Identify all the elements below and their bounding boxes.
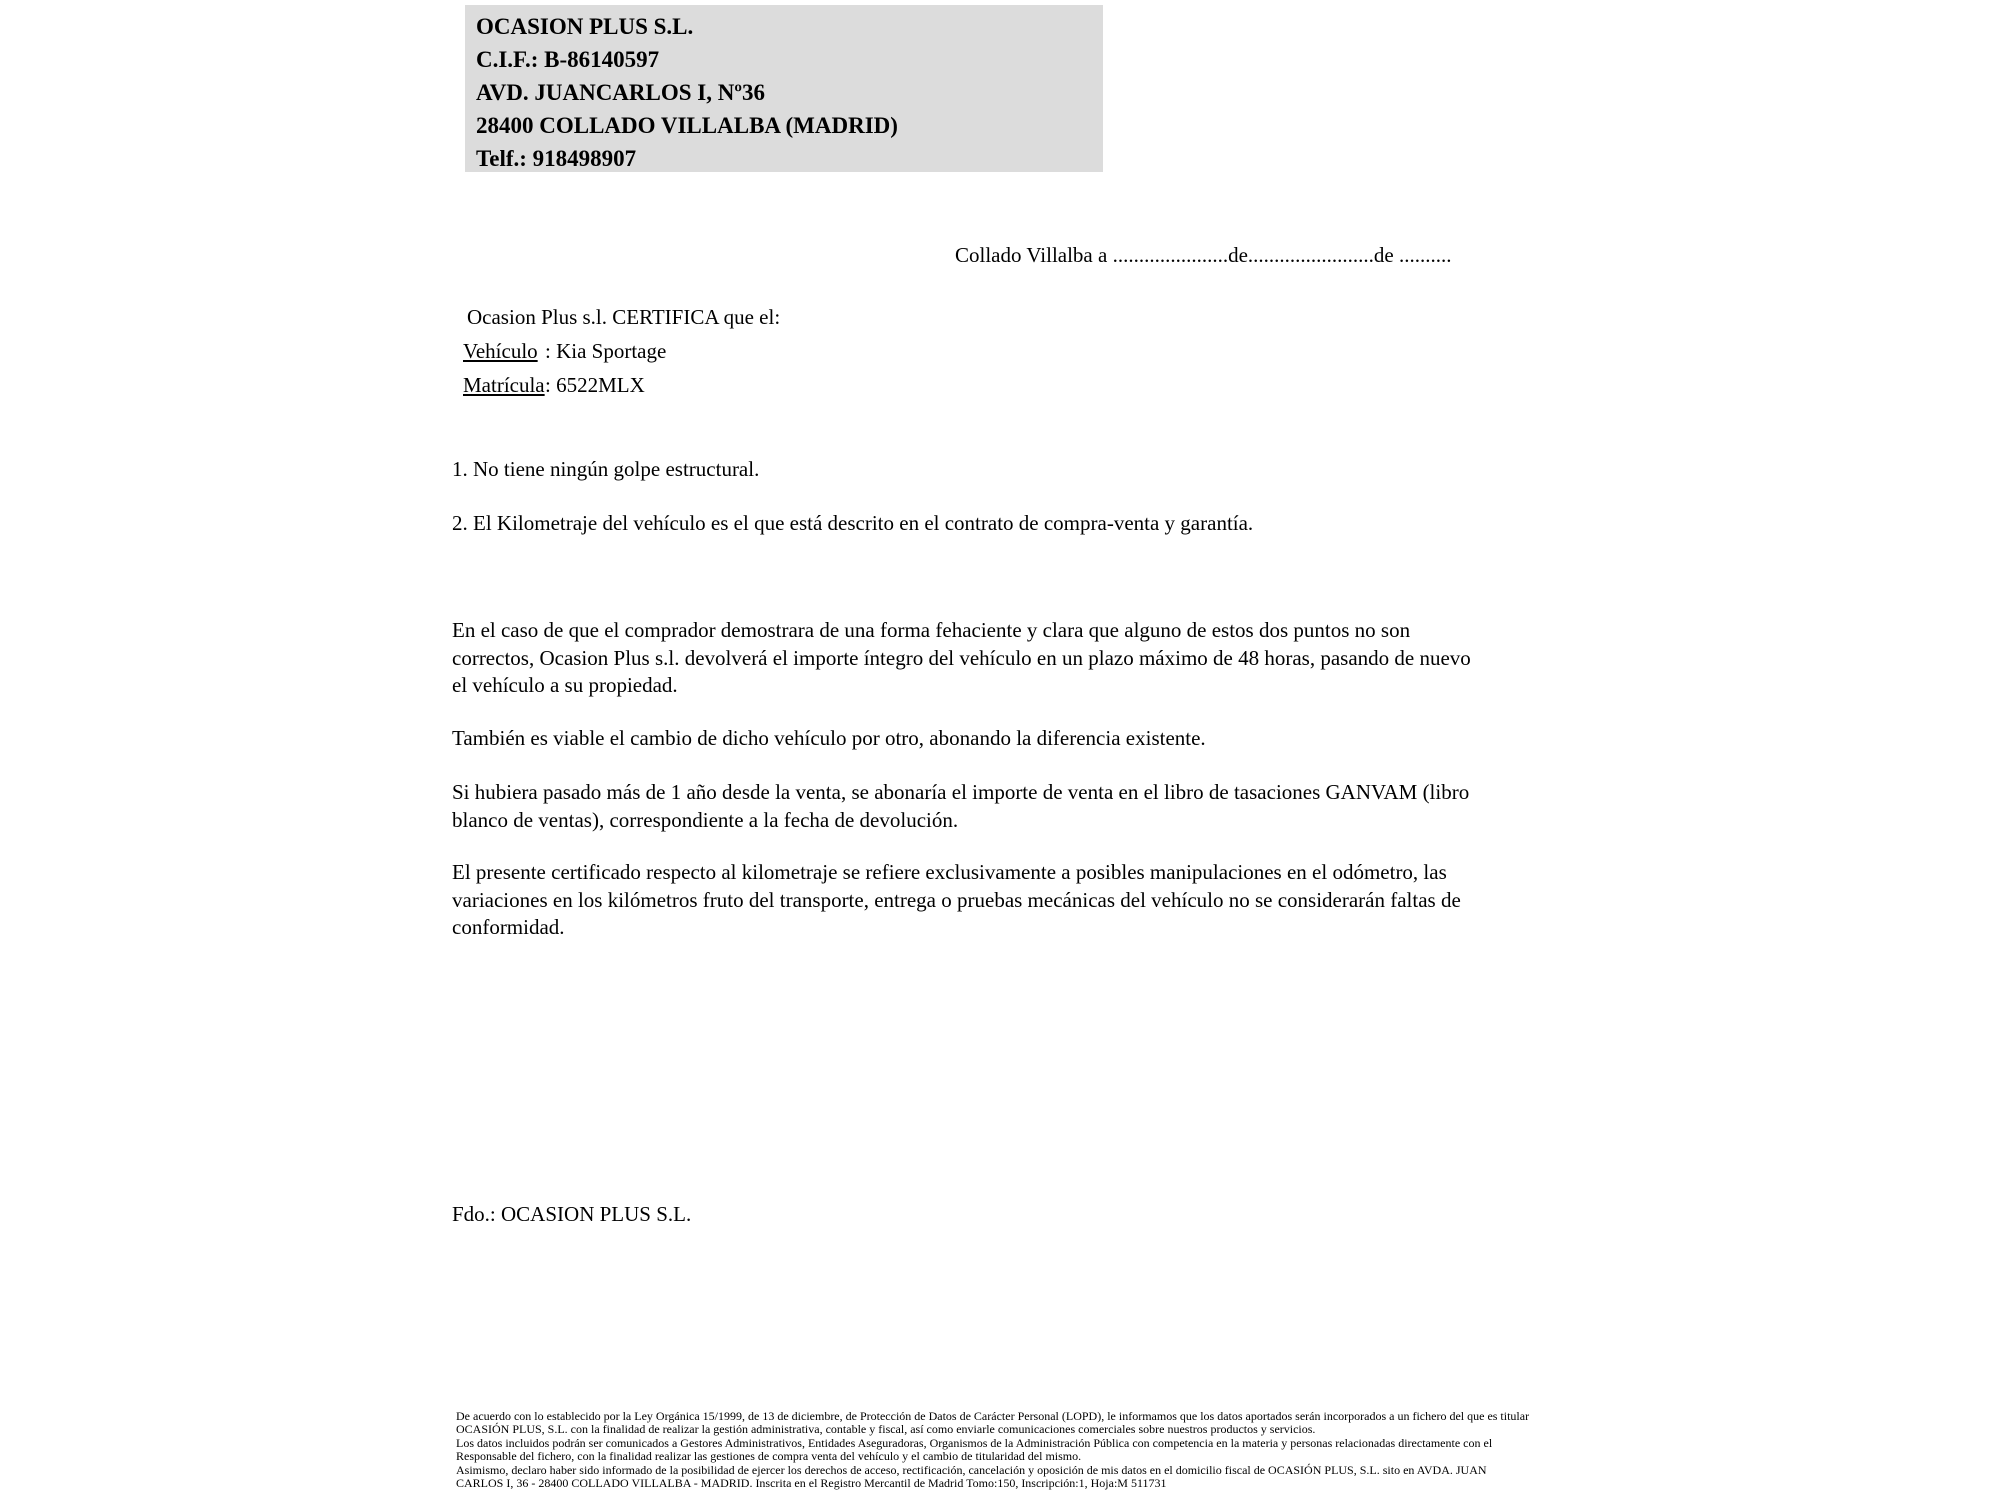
legal-line: OCASIÓN PLUS, S.L. con la finalidad de realizar la gestión administrativa, contable y fiscal, así como enviarle comunicaciones comerciales sobre nuestros productos y servicios. xyxy=(456,1422,1316,1437)
company-cif: C.I.F.: B-86140597 xyxy=(476,47,660,72)
legal-fine-print xyxy=(456,1410,1529,1490)
vehicle-value: : Kia Sportage xyxy=(545,339,667,363)
vehicle-label: Vehículo xyxy=(463,339,538,363)
signature-line: Fdo.: OCASION PLUS S.L. xyxy=(452,1202,692,1226)
company-name: OCASION PLUS S.L. xyxy=(476,14,694,39)
company-header-block xyxy=(465,5,1103,172)
legal-line: Asimismo, declaro haber sido informado de la posibilidad de ejercer los derechos de acceso, rectificación, cancelación y oposición de mis datos en el domicilio fiscal de OCASIÓN PLUS, S.L. sito en AVDA. JUAN xyxy=(456,1462,1487,1477)
legal-line: Responsable del fichero, con la finalidad realizar las gestiones de compra venta del vehículo y el cambio de titularidad del mismo. xyxy=(456,1449,1082,1464)
certifies-line: Ocasion Plus s.l. CERTIFICA que el: xyxy=(467,305,781,329)
company-address: AVD. JUANCARLOS I, Nº36 xyxy=(476,80,765,105)
vehicle-row xyxy=(463,339,666,364)
valuation-paragraph: Si hubiera pasado más de 1 año desde la venta, se abonaría el importe de venta en el libro de tasaciones GANVAM (libro blanco de ventas), correspondiente a la fecha de devolución. xyxy=(452,780,1470,832)
exchange-paragraph: También es viable el cambio de dicho vehículo por otro, abonando la diferencia existente. xyxy=(452,726,1206,750)
legal-line: De acuerdo con lo establecido por la Ley Orgánica 15/1999, de 13 de diciembre, de Protección de Datos de Carácter Personal (LOPD), le informamos que los datos aportados serán incorporados a un fichero del que es titular xyxy=(456,1409,1530,1423)
plate-row xyxy=(463,373,645,398)
legal-line: CARLOS I, 36 - 28400 COLLADO VILLALBA - MADRID. Inscrita en el Registro Mercantil de Madrid Tomo:150, Inscripción:1, Hoja:M 511731 xyxy=(456,1476,1167,1491)
company-city: 28400 COLLADO VILLALBA (MADRID) xyxy=(476,113,898,138)
odometer-disclaimer-paragraph: El presente certificado respecto al kilometraje se refiere exclusivamente a posibles manipulaciones en el odómetro, las variaciones en los kilómetros fruto del transporte, entrega o pruebas mecánicas del vehículo no se considerarán faltas de conformidad. xyxy=(452,860,1461,939)
date-line: Collado Villalba a ......................de........................de .......... xyxy=(955,243,1452,267)
plate-label: Matrícula xyxy=(463,373,545,397)
legal-line: Los datos incluidos podrán ser comunicados a Gestores Administrativos, Entidades Aseguradoras, Organismos de la Administración Pública con competencia en la materia y personas relacionadas directamente con el xyxy=(456,1435,1493,1450)
company-phone: Telf.: 918498907 xyxy=(476,146,637,171)
certified-point-2: 2. El Kilometraje del vehículo es el que está descrito en el contrato de compra-venta y garantía. xyxy=(452,511,1254,535)
refund-paragraph: En el caso de que el comprador demostrara de una forma fehaciente y clara que alguno de estos dos puntos no son correctos, Ocasion Plus s.l. devolverá el importe íntegro del vehículo en un plazo máximo de 48 horas, pasando de nuevo el vehículo a su propiedad. xyxy=(452,618,1471,697)
certified-point-1: 1. No tiene ningún golpe estructural. xyxy=(452,457,760,481)
plate-value: : 6522MLX xyxy=(545,373,645,397)
